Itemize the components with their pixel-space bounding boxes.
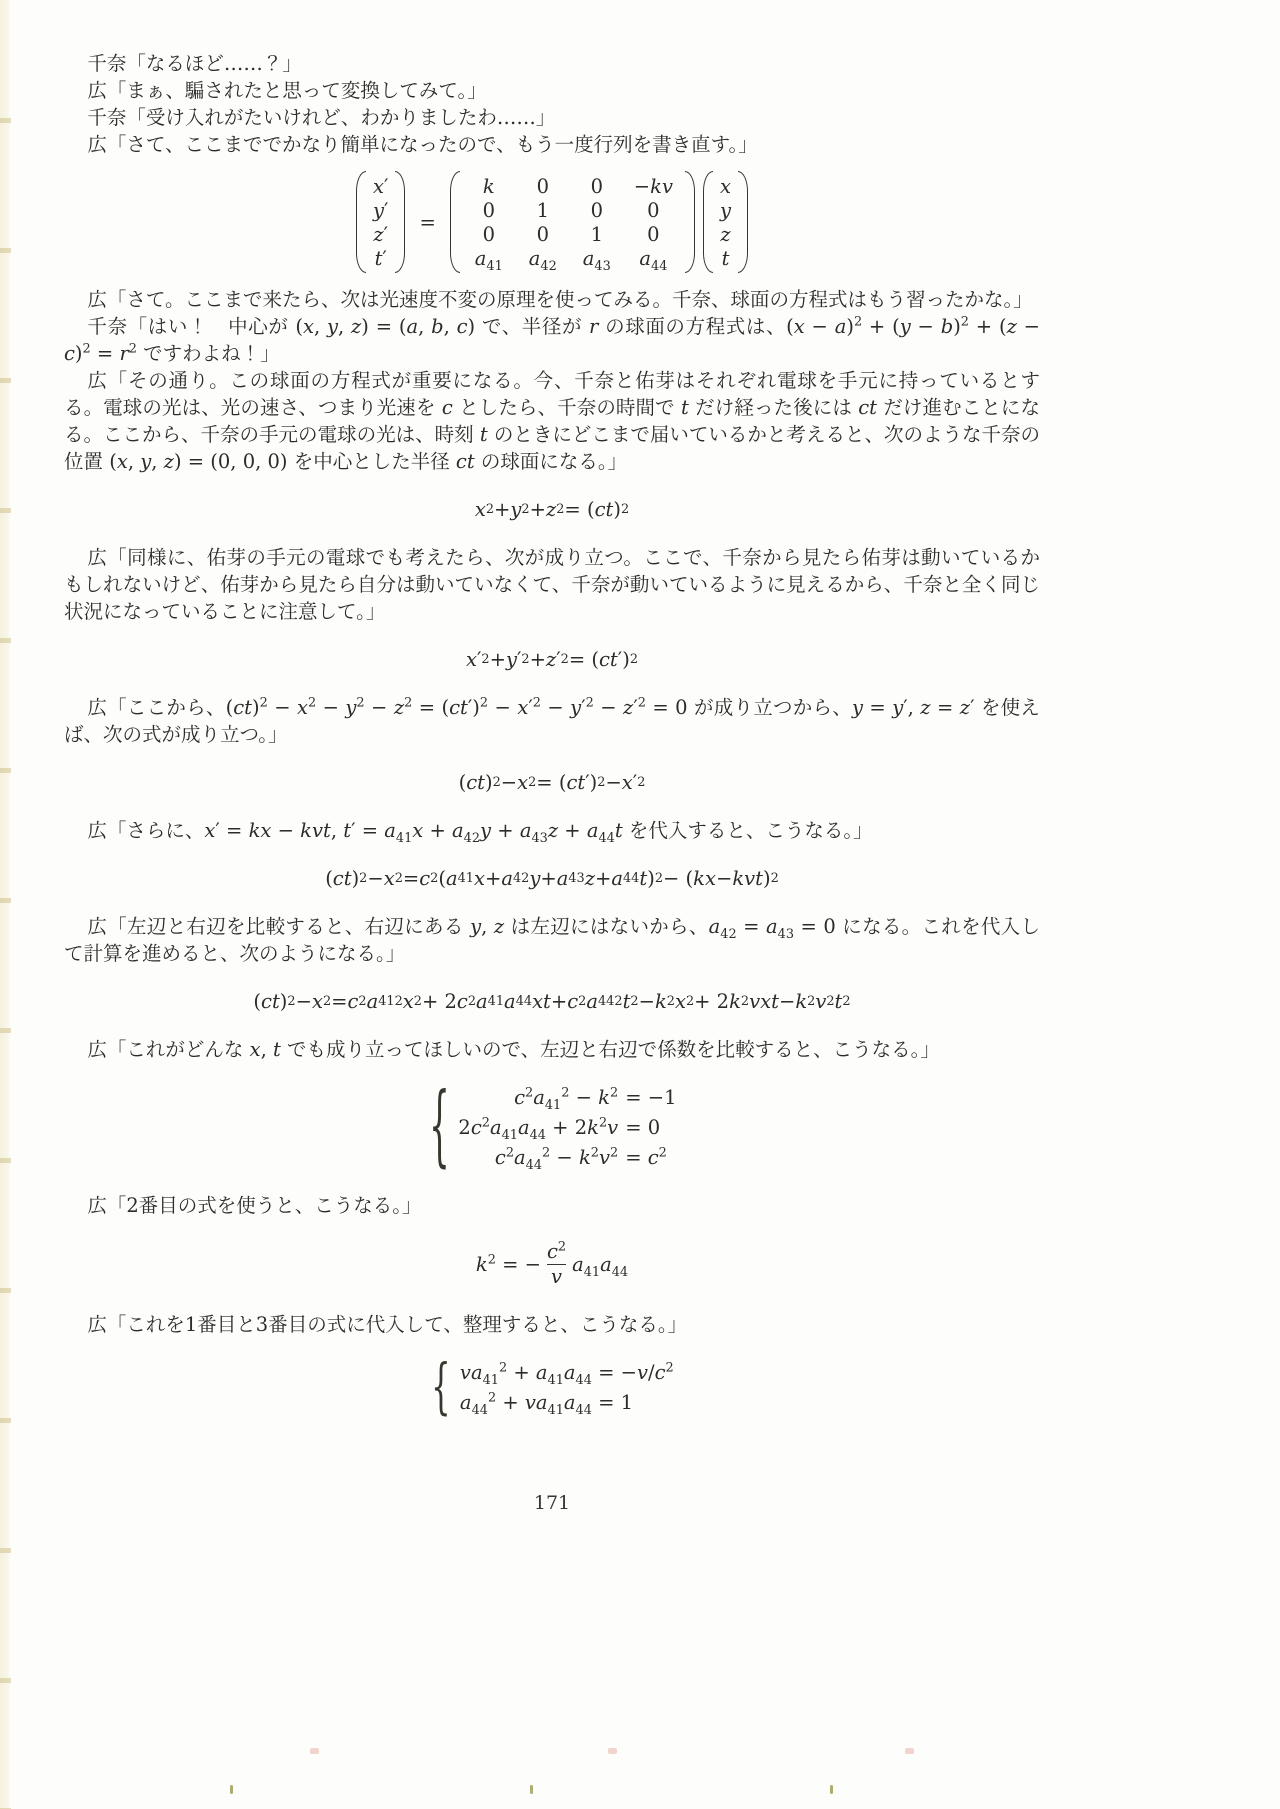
right-paren — [685, 171, 695, 273]
matrix-cell: k — [482, 174, 495, 198]
left-paren — [703, 171, 713, 273]
fraction-denominator: v — [547, 1264, 566, 1289]
equals-sign: = — [625, 1146, 642, 1169]
matrix-cell: −kv — [633, 174, 673, 198]
scan-artifact — [530, 1785, 533, 1794]
dialogue-hiro-2: 広「さて、ここまででかなり簡単になったので、もう一度行列を書き直す。」 — [87, 133, 758, 156]
system-lhs: $2c^2a_{41}a_{44} + 2k^2v$ — [458, 1115, 619, 1143]
rhs-value: −1 — [647, 1086, 677, 1109]
left-brace: { — [428, 1076, 450, 1177]
matrix-cell: 0 — [482, 222, 495, 246]
matrix-cell: $a_{44}$ — [639, 246, 668, 274]
scan-edge-strip — [0, 0, 11, 1809]
equals-sign: = — [625, 1116, 642, 1139]
equation-expanded: ( ct ) 2 − x 2 = c 2 a 41 2 x 2 + 2 c 2 a 41 a 44 xt + c 2 a 44 2 t 2 − k 2 x 2 + 2 k 2 vxt − k 2 v 2 t 2 — [253, 990, 851, 1013]
column-vector-unprimed — [703, 171, 748, 273]
equals-sign: = — [419, 210, 436, 234]
matrix-cell: 0 — [536, 174, 549, 198]
matrix-cell: 0 — [590, 198, 603, 222]
equation-k-squared — [64, 1240, 1040, 1290]
right-paren — [738, 171, 748, 273]
fraction — [543, 1240, 570, 1290]
dialogue-china-2: 千奈「受け入れがたいけれど、わかりましたわ……」 — [87, 106, 556, 129]
equation-sphere-yume: x ′ 2 + y ′ 2 + z ′ 2 = ( ct ′) 2 — [465, 648, 639, 671]
dialogue-hiro-10: 広「2番目の式を使うと、こうなる。」 — [87, 1194, 422, 1217]
system-line: $a_{44}^2 + va_{41}a_{44} = 1$ — [459, 1390, 634, 1418]
scan-artifact — [608, 1748, 617, 1754]
matrix-cell: $a_{41}$ — [474, 246, 503, 274]
dialogue-hiro-4: 広「その通り。この球面の方程式が重要になる。今、千奈と佑芽はそれぞれ電球を手元に持っているとする。電球の光は、光の速さ、つまり光速を c としたら、千奈の時間で t だけ経った後には ct だけ進むことになる。ここから、千奈の手元の電球の光は、時刻 t のときにどこまで届いているかと考えると、次のような千奈の位置 (x, y, z) = (0, 0, 0) を中心とした半径 ct の球面になる。」 — [64, 369, 1041, 473]
matrix-cell: $a_{42}$ — [528, 246, 557, 274]
rhs-value: 0 — [647, 1116, 661, 1139]
dialogue-chinа-1: 千奈「なるほど……？」 — [87, 52, 302, 75]
matrix-cell: $a_{43}$ — [582, 246, 611, 274]
page-number: 171 — [533, 1492, 571, 1514]
equation-system-2 — [64, 1352, 1040, 1423]
dialogue-hiro-3: 広「さて。ここまで来たら、次は光速度不変の原理を使ってみる。千奈、球面の方程式はもう習ったかな。」 — [87, 288, 1033, 311]
scan-artifact — [830, 1785, 833, 1794]
system-rhs — [625, 1144, 667, 1171]
dialogue-hiro-6: 広「ここから、$(ct)^2 - x^2 - y^2 - z^2 = (ct')^2 - x'^2 - y'^2 - z'^2 = 0$ が成り立つから、y = y′, z = z′ を使えば、次の式が成り立つ。」 — [64, 695, 1040, 746]
left-paren — [356, 171, 366, 273]
transform-matrix — [450, 171, 695, 273]
dialogue-hiro-8: 広「左辺と右辺を比較すると、右辺にある y, z は左辺にはないから、$a_{42} = a_{43} = 0$ になる。これを代入して計算を進めると、次のようになる。」 — [64, 915, 1040, 965]
matrix-cell: 0 — [536, 222, 549, 246]
vector-entry: z — [720, 222, 731, 246]
matrix-cell: 0 — [647, 198, 660, 222]
vector-entry: y — [719, 198, 732, 222]
right-paren — [395, 171, 405, 273]
dialogue-hiro-7: 広「さらに、x′ = kx − kvt, $t' = a_{41}x + a_{42}y + a_{43}z + a_{44}t$ を代入すると、こうなる。」 — [87, 819, 873, 846]
vector-entry: t — [721, 246, 730, 270]
rhs-value: $c^2$ — [647, 1145, 667, 1169]
scan-artifact — [310, 1748, 319, 1754]
matrix-cell: 0 — [482, 198, 495, 222]
dialogue-hiro-5: 広「同様に、佑芽の手元の電球でも考えたら、次が成り立つ。ここで、千奈から見たら佑芽は動いているかもしれないけど、佑芽から見たら自分は動いていなくて、千奈が動いているように見えるから、千奈と全く同じ状況になっていることに注意して。」 — [64, 546, 1040, 623]
fraction-numerator: $c^2$ — [546, 1239, 567, 1263]
matrix-cell: 1 — [536, 198, 549, 222]
system-rhs — [625, 1084, 676, 1111]
system-rhs — [625, 1114, 660, 1141]
scan-artifact — [230, 1785, 233, 1794]
vector-entry: x — [720, 174, 731, 198]
matrix-cell: 0 — [590, 174, 603, 198]
dialogue-hiro-1: 広「まぁ、騙されたと思って変換してみて。」 — [87, 79, 487, 102]
vector-entry: t′ — [374, 246, 387, 270]
equation-sphere-china: x 2 + y 2 + z 2 = ( ct ) 2 — [474, 498, 630, 521]
column-vector-primed — [356, 171, 405, 273]
equation-interval: ( ct ) 2 − x 2 = ( ct ′) 2 − x ′ 2 — [458, 771, 646, 794]
left-brace: { — [431, 1352, 451, 1423]
page-content — [64, 50, 1040, 1437]
dialogue-hiro-11: 広「これを1番目と3番目の式に代入して、整理すると、こうなる。」 — [87, 1312, 688, 1336]
system-lhs: $c^2a_{41}^2 - k^2$ — [514, 1085, 619, 1113]
matrix-cell: 1 — [590, 222, 603, 246]
equation-substituted: ( ct ) 2 − x 2 = c 2 ( a 41 x + a 42 y + a 43 z + a 44 t ) 2 − ( kx − kvt ) 2 — [325, 867, 779, 890]
dialogue-china-3: 千奈「はい！ 中心が (x, y, z) = (a, b, c) で、半径が r の球面の方程式は、$(x - a)^2 + (y - b)^2 + (z - c)^2 = r^2$ ですわよね！」 — [64, 314, 1040, 365]
system-lhs: $c^2a_{44}^2 - k^2v^2$ — [494, 1145, 619, 1173]
equation-lorentz-matrix — [64, 171, 1040, 273]
vector-entry: z′ — [373, 222, 389, 246]
vector-entry: x′ — [373, 174, 389, 198]
frac-eq-rhs: $a_{41}a_{44}$ — [572, 1253, 629, 1281]
scan-artifact — [905, 1748, 914, 1754]
vector-entry: y′ — [372, 198, 389, 222]
matrix-cell: 0 — [647, 222, 660, 246]
dialogue-hiro-9: 広「これがどんな x, t でも成り立ってほしいので、左辺と右辺で係数を比較すると、こうなる。」 — [87, 1038, 940, 1061]
system-line: $va_{41}^2 + a_{41}a_{44} = -v/c^2$ — [459, 1360, 674, 1388]
equation-system-1 — [64, 1076, 1040, 1177]
equals-sign: = — [625, 1086, 642, 1109]
left-paren — [450, 171, 460, 273]
frac-eq-lhs: $k^2$ = − — [475, 1252, 541, 1277]
